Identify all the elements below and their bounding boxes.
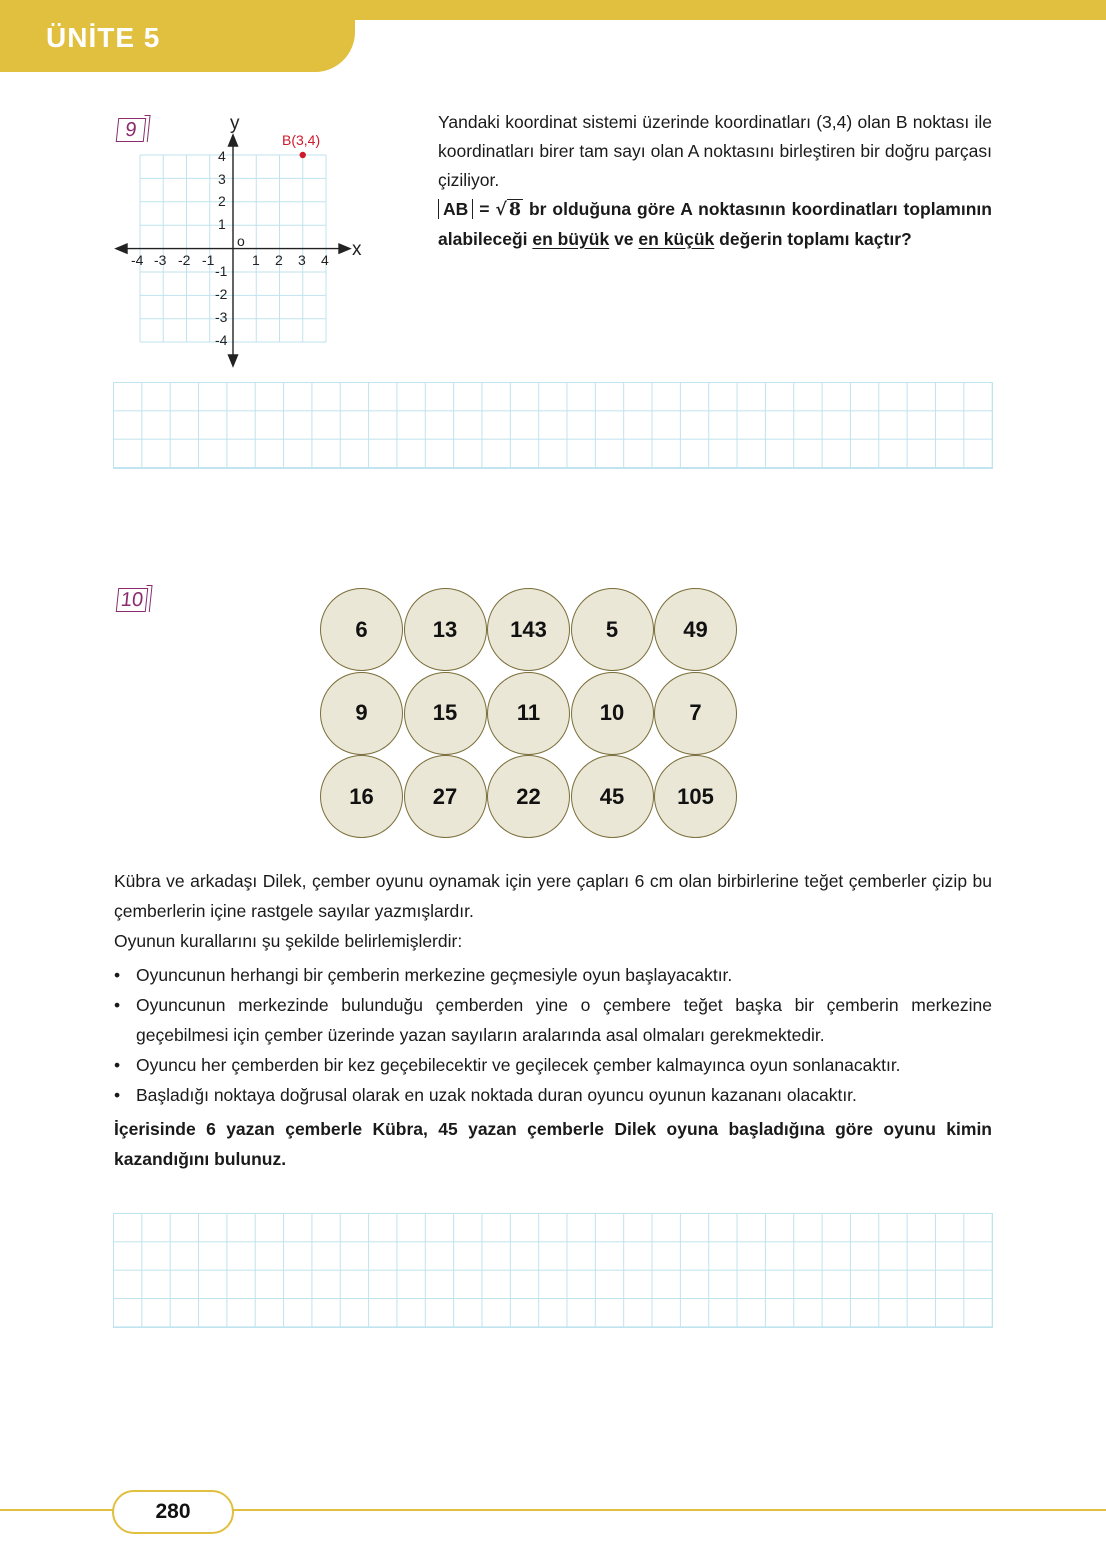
circle: 45 bbox=[571, 755, 654, 838]
axes bbox=[116, 135, 350, 366]
y-tick-label: 2 bbox=[218, 193, 226, 209]
page-number: 280 bbox=[155, 1500, 191, 1523]
point-b bbox=[300, 152, 306, 158]
question-9-number: 9 bbox=[116, 118, 147, 142]
circle: 13 bbox=[404, 588, 487, 671]
origin-label: o bbox=[237, 233, 245, 249]
y-tick-label: -1 bbox=[215, 263, 228, 279]
question-9-part1: br olduğuna göre A noktasının koordinatları toplamının alabileceği bbox=[438, 199, 992, 249]
question-10-intro: Kübra ve arkadaşı Dilek, çember oyunu oynamak için yere çapları 6 cm olan birbirlerine teğet çemberler çizip bu çemberlerin içine rastgele sayılar yazmışlardır. bbox=[114, 871, 992, 921]
circle: 15 bbox=[404, 672, 487, 755]
y-tick-label: 4 bbox=[218, 148, 226, 164]
x-tick-label: 1 bbox=[252, 252, 260, 268]
y-axis-label: y bbox=[230, 113, 240, 134]
point-b-label: B(3,4) bbox=[282, 132, 321, 148]
question-9-prompt bbox=[438, 195, 992, 254]
y-tick-label: 1 bbox=[218, 216, 226, 232]
rule-item: • Oyuncunun merkezinde bulunduğu çemberden yine o çembere teğet başka bir çemberin merkezine geçebilmesi için çember üzerinde yazan sayıların aralarında asal olmaları gerekmektedir. bbox=[114, 990, 992, 1050]
circle: 11 bbox=[487, 672, 570, 755]
question-10-number: 10 bbox=[116, 588, 149, 612]
question-9-text bbox=[438, 108, 992, 254]
circle-grid bbox=[320, 588, 740, 838]
x-tick-label: 2 bbox=[275, 252, 283, 268]
y-axis-down-arrow-icon bbox=[229, 355, 238, 366]
x-tick-label: -3 bbox=[154, 252, 167, 268]
rule-item: • Oyuncunun herhangi bir çemberin merkezine geçmesiyle oyun başlayacaktır. bbox=[114, 960, 992, 990]
y-tick-label: -3 bbox=[215, 309, 228, 325]
rules-list bbox=[114, 960, 992, 1110]
x-tick-label: -4 bbox=[131, 252, 144, 268]
y-tick-label: -2 bbox=[215, 286, 228, 302]
sqrt-symbol-icon: √ bbox=[495, 200, 507, 220]
circle: 22 bbox=[487, 755, 570, 838]
en-kucuk: en küçük bbox=[638, 229, 715, 249]
y-tick-label: 3 bbox=[218, 171, 226, 187]
answer-grid-10[interactable] bbox=[113, 1213, 993, 1328]
abs-ab: AB bbox=[438, 199, 473, 219]
circle: 143 bbox=[487, 588, 570, 671]
x-tick-label: 3 bbox=[298, 252, 306, 268]
coordinate-graph bbox=[110, 110, 370, 375]
question-10-text bbox=[114, 866, 992, 1174]
circle: 27 bbox=[404, 755, 487, 838]
circle: 7 bbox=[654, 672, 737, 755]
x-tick-label: 4 bbox=[321, 252, 329, 268]
x-tick-label: -1 bbox=[202, 252, 215, 268]
question-9-intro: Yandaki koordinat sistemi üzerinde koordinatları (3,4) olan B noktası ile koordinatları birer tam sayı olan A noktasını birleştiren bir doğru parçası çiziliyor. bbox=[438, 112, 992, 190]
en-buyuk: en büyük bbox=[532, 229, 610, 249]
rule-item: • Oyuncu her çemberden bir kez geçebilecektir ve geçilecek çember kalmayınca oyun sonlanacaktır. bbox=[114, 1050, 992, 1080]
question-9-part2: değerin toplamı kaçtır? bbox=[719, 229, 912, 249]
question-10-rules-intro: Oyunun kurallarını şu şekilde belirlemişlerdir: bbox=[114, 931, 463, 951]
circle: 105 bbox=[654, 755, 737, 838]
circle: 10 bbox=[571, 672, 654, 755]
circle: 16 bbox=[320, 755, 403, 838]
sqrt-8 bbox=[495, 199, 523, 220]
page-number-badge bbox=[112, 1490, 234, 1534]
x-tick-labels bbox=[131, 252, 329, 268]
x-axis-label: x bbox=[352, 239, 362, 260]
answer-grid-9[interactable] bbox=[113, 382, 993, 469]
circle: 6 bbox=[320, 588, 403, 671]
x-axis-left-arrow-icon bbox=[116, 244, 127, 253]
unit-label: ÜNİTE 5 bbox=[46, 22, 161, 53]
x-tick-label: -2 bbox=[178, 252, 191, 268]
y-tick-label: -4 bbox=[215, 332, 228, 348]
circle: 5 bbox=[571, 588, 654, 671]
sqrt-value: 8 bbox=[508, 200, 522, 220]
rule-item: • Başladığı noktaya doğrusal olarak en uzak noktada duran oyuncu oyunun kazananı olacaktır. bbox=[114, 1080, 992, 1110]
question-10-prompt: İçerisinde 6 yazan çemberle Kübra, 45 yazan çemberle Dilek oyuna başladığına göre oyunu kimin kazandığını bulunuz. bbox=[114, 1119, 992, 1169]
unit-tab bbox=[0, 0, 355, 72]
x-axis-arrow-icon bbox=[339, 244, 350, 253]
circle: 49 bbox=[654, 588, 737, 671]
y-axis-arrow-icon bbox=[229, 135, 238, 146]
equals-sign: = bbox=[479, 199, 490, 219]
ve-text: ve bbox=[614, 229, 634, 249]
circle: 9 bbox=[320, 672, 403, 755]
